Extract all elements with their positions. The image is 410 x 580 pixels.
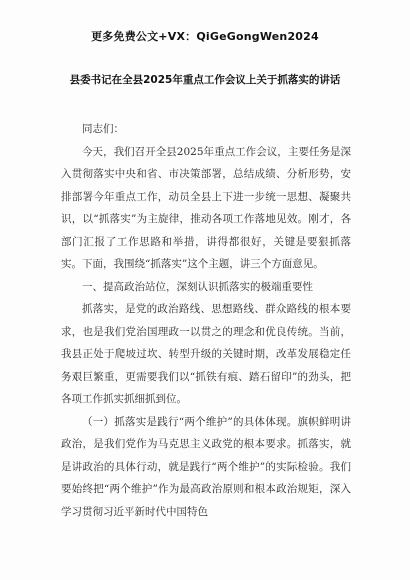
paragraph-subsection-1: （一）抓落实是践行“两个维护”的具体体现。旗帜鲜明讲政治，是我们党作为马克思主义政党的根本要求。抓落实，就是讲政治的具体行动，就是践行“两个维护”的实际检验。我们要始终把“两个维护”作为最高政治原则和根本政治规矩，深入学习贯彻习近平新时代中国特色 bbox=[61, 415, 351, 518]
paragraph-intro: 今天，我们召开全县2025年重点工作会议，主要任务是深入贯彻落实中央和省、市决策部署，总结成绩、分析形势，安排部署今年重点工作，动员全县上下进一步统一思想、凝聚共识，以“抓落实”为主旋律，推动各项工作落地见效。刚才，各部门汇报了工作思路和举措，讲得都很好，关键是要狠抓落实。下面，我围绕“抓落实”这个主题，讲三个方面意见。 bbox=[61, 145, 351, 270]
page-header: 更多免费公文+VX：QiGeGongWen2024 bbox=[91, 30, 319, 43]
paragraph-section-1: 抓落实，是党的政治路线、思想路线、群众路线的根本要求，也是我们党治国理政一以贯之的理念和优良传统。当前，我县正处于爬坡过坎、转型升级的关键时期，改革发展稳定任务艰巨繁重，更需要我们以“抓铁有痕、踏石留印”的劲头，把各项工作抓实抓细抓到位。 bbox=[61, 303, 351, 405]
speech-body bbox=[61, 118, 351, 523]
speech-title: 县委书记在全县2025年重点工作会议上关于抓落实的讲话 bbox=[69, 74, 341, 86]
section-heading-1: 一、提高政治站位，深刻认识抓落实的极端重要性 bbox=[82, 280, 313, 293]
salutation: 同志们： bbox=[82, 123, 124, 135]
